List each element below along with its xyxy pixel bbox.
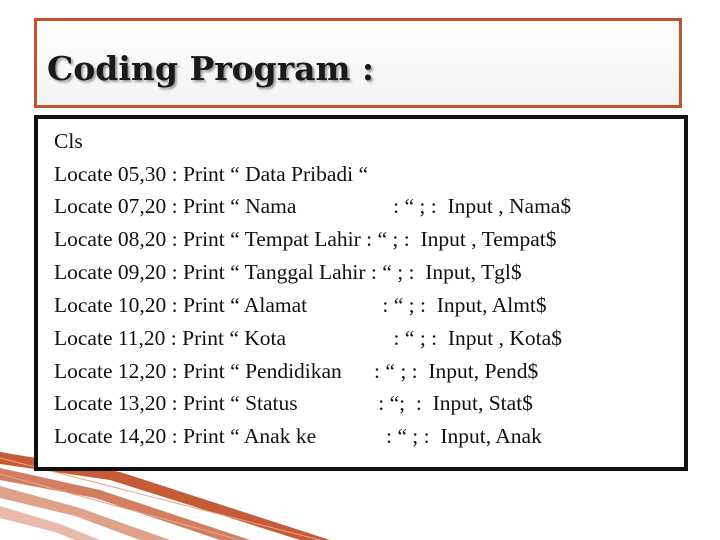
title-banner (34, 18, 682, 108)
code-line: Locate 12,20 : Print “ Pendidikan : “ ; : Input, Pend$ (54, 359, 539, 383)
code-line: Locate 13,20 : Print “ Status : “; : Input, Stat$ (54, 391, 533, 415)
code-line: Locate 09,20 : Print “ Tanggal Lahir : “ ; : Input, Tgl$ (54, 260, 522, 284)
code-block (34, 115, 688, 471)
slide-title: Coding Program : (47, 49, 375, 88)
code-line: Cls (54, 129, 83, 153)
code-line: Locate 08,20 : Print “ Tempat Lahir : “ ; : Input , Tempat$ (54, 227, 557, 251)
code-line: Locate 07,20 : Print “ Nama : “ ; : Input , Nama$ (54, 194, 572, 218)
code-line: Locate 11,20 : Print “ Kota : “ ; : Input , Kota$ (54, 326, 562, 350)
code-line: Locate 05,30 : Print “ Data Pribadi “ (54, 162, 369, 186)
code-line: Locate 14,20 : Print “ Anak ke : “ ; : Input, Anak (54, 424, 542, 448)
code-line: Locate 10,20 : Print “ Alamat : “ ; : Input, Almt$ (54, 293, 547, 317)
